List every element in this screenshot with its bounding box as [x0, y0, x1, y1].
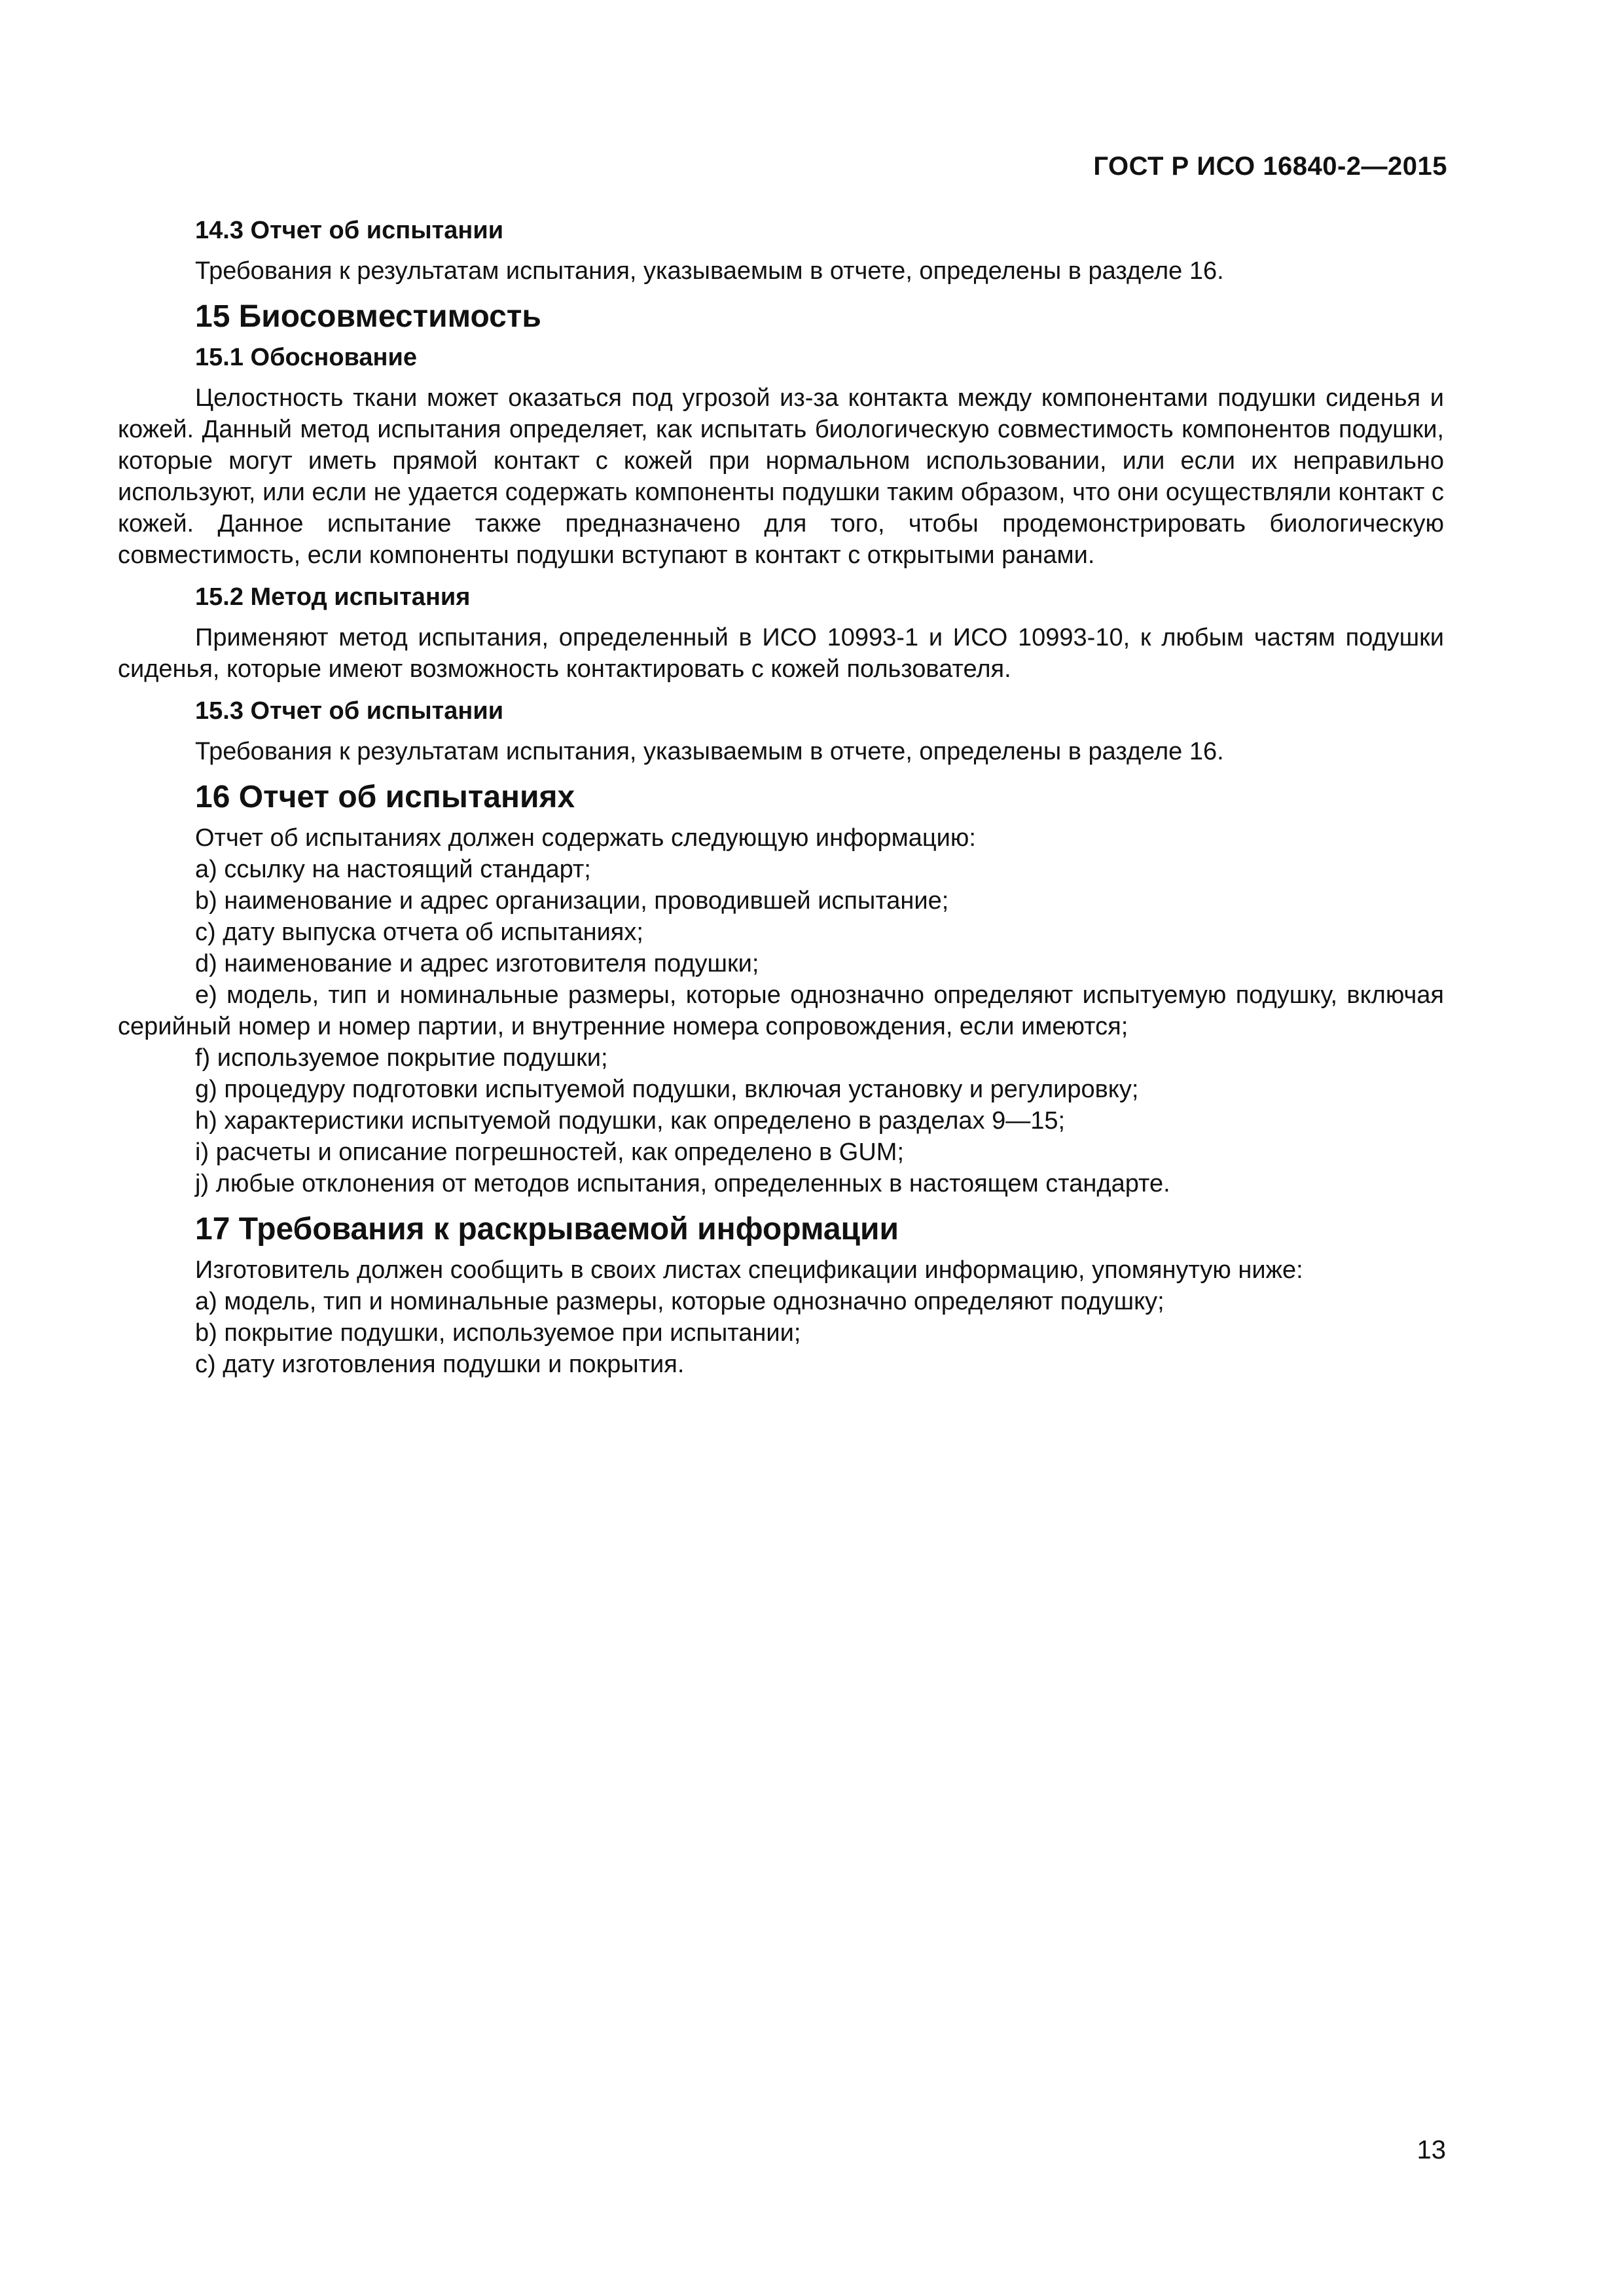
section-16-item-g: g) процедуру подготовки испытуемой подушки, включая установку и регулировку;	[195, 1076, 1139, 1103]
section-16-item-e: e) модель, тип и номинальные размеры, которые однозначно определяют испытуемую подушку, включая серийный номер и номер партии, и внутренние номера сопровождения, если имеются;	[118, 981, 1444, 1040]
section-17-item-a: a) модель, тип и номинальные размеры, которые однозначно определяют подушку;	[195, 1288, 1164, 1315]
section-17-intro: Изготовитель должен сообщить в своих листах спецификации информацию, упомянутую ниже:	[195, 1256, 1303, 1284]
section-16-item-h: h) характеристики испытуемой подушки, как определено в разделах 9—15;	[195, 1107, 1066, 1135]
section-16-item-c: c) дату выпуска отчета об испытаниях;	[195, 919, 643, 946]
section-17-item-b: b) покрытие подушки, используемое при испытании;	[195, 1319, 801, 1347]
section-17-item-c: c) дату изготовления подушки и покрытия.	[195, 1351, 685, 1378]
section-15-1-heading: 15.1 Обоснование	[195, 344, 417, 371]
page-number: 13	[1416, 2136, 1446, 2164]
page-content	[118, 215, 1444, 1380]
section-15-3-heading: 15.3 Отчет об испытании	[195, 697, 504, 725]
section-16-item-j: j) любые отклонения от методов испытания, определенных в настоящем стандарте.	[195, 1170, 1170, 1197]
section-16-item-d: d) наименование и адрес изготовителя подушки;	[195, 950, 759, 977]
document-number-header: ГОСТ Р ИСО 16840-2—2015	[1093, 152, 1447, 181]
section-15-2-heading: 15.2 Метод испытания	[195, 583, 471, 611]
section-15-3-text: Требования к результатам испытания, указываемым в отчете, определены в разделе 16.	[195, 738, 1224, 765]
section-15-2-text: Применяют метод испытания, определенный в ИСО 10993-1 и ИСО 10993-10, к любым частям подушки сиденья, которые имеют возможность контактировать с кожей пользователя.	[118, 624, 1444, 683]
section-16-item-a: a) ссылку на настоящий стандарт;	[195, 856, 591, 883]
section-15-heading: 15 Биосовместимость	[195, 299, 541, 334]
section-15-1-text: Целостность ткани может оказаться под угрозой из-за контакта между компонентами подушки сиденья и кожей. Данный метод испытания определяет, как испытать биологическую совместимость компонентов подушки, которые могут иметь прямой контакт с кожей при нормальном использовании, или если их неправильно используют, или если не удается содержать компоненты подушки таким образом, что они осуществляли контакт с кожей. Данное испытание также предназначено для того, чтобы продемонстрировать биологическую совместимость, если компоненты подушки вступают в контакт с открытыми ранами.	[118, 384, 1444, 569]
section-16-item-b: b) наименование и адрес организации, проводившей испытание;	[195, 887, 949, 915]
section-14-3-text: Требования к результатам испытания, указываемым в отчете, определены в разделе 16.	[195, 257, 1224, 285]
section-16-heading: 16 Отчет об испытаниях	[195, 780, 575, 814]
section-16-intro: Отчет об испытаниях должен содержать следующую информацию:	[195, 824, 976, 852]
section-16-item-f: f) используемое покрытие подушки;	[195, 1044, 608, 1072]
section-16-item-i: i) расчеты и описание погрешностей, как определено в GUM;	[195, 1139, 904, 1166]
section-17-heading: 17 Требования к раскрываемой информации	[195, 1212, 899, 1247]
section-14-3-heading: 14.3 Отчет об испытании	[195, 217, 504, 244]
